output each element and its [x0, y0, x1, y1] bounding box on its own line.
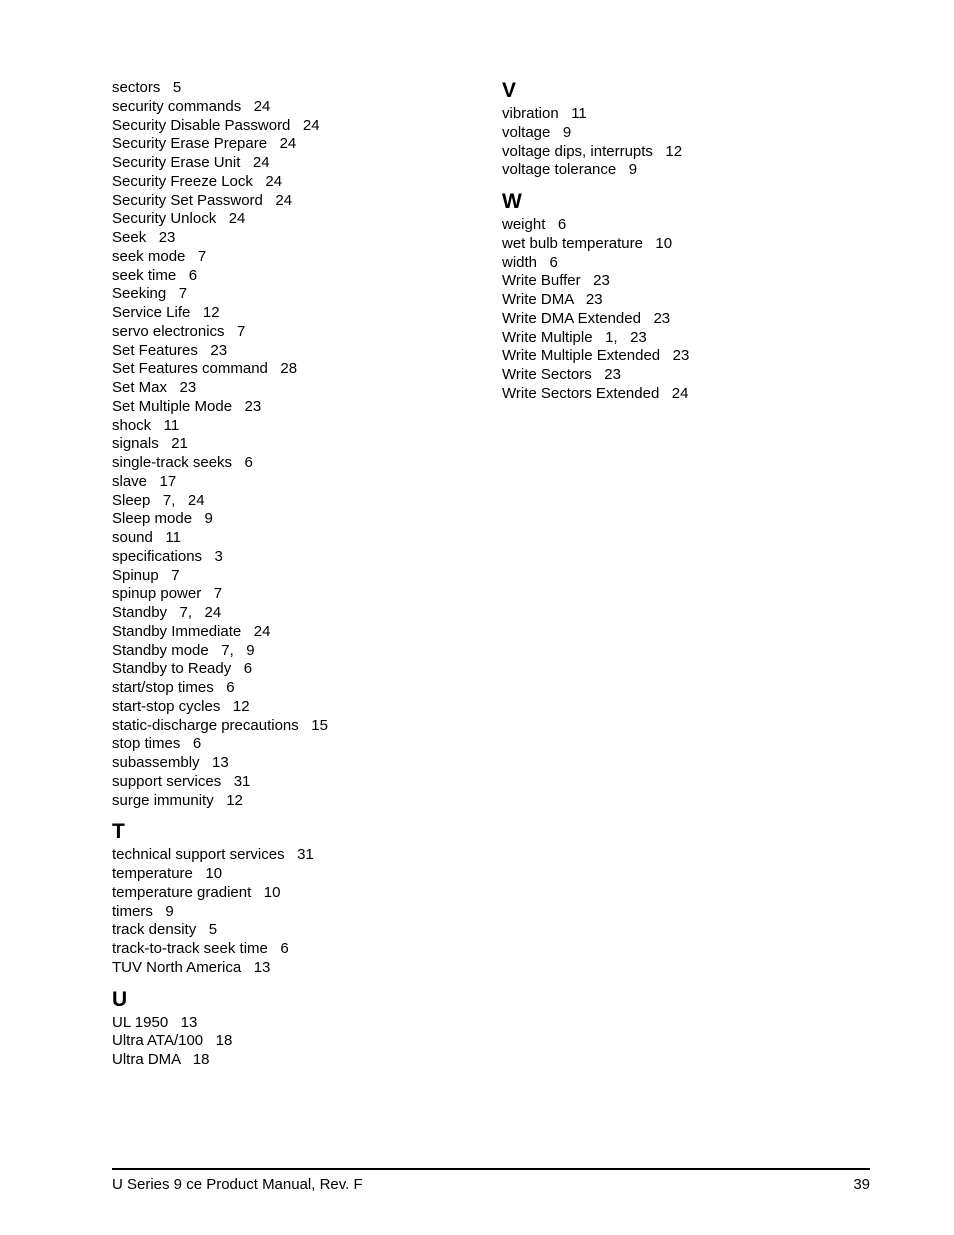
index-entry: vibration 11: [502, 105, 587, 122]
index-entry: Security Set Password 24: [112, 191, 293, 209]
footer-rule: [112, 1168, 870, 1170]
index-entry: shock 11: [112, 416, 180, 434]
index-entry: specifications 3: [112, 547, 223, 565]
index-entry: voltage dips, interrupts 12: [502, 142, 683, 160]
index-entry: Set Max 23: [112, 379, 197, 396]
index-entry: stop times 6: [112, 735, 202, 753]
index-entry: wet bulb temperature 10: [502, 234, 673, 252]
index-entry: Set Multiple Mode 23: [112, 397, 262, 415]
index-group-w: [502, 216, 882, 404]
index-entry: servo electronics 7: [112, 322, 246, 340]
index-entry: security commands 24: [112, 97, 271, 115]
index-entry: temperature gradient 10: [112, 883, 281, 901]
index-entry: weight 6: [502, 216, 567, 233]
index-entry: voltage tolerance 9: [502, 161, 638, 179]
index-entry: Write Sectors 23: [502, 366, 621, 383]
index-entry: Set Features 23: [112, 341, 228, 359]
index-entry: Standby mode 7, 9: [112, 641, 255, 659]
index-entry: track-to-track seek time 6: [112, 940, 289, 957]
index-entry: Security Erase Prepare 24: [112, 135, 297, 153]
index-heading-v: V: [502, 79, 517, 102]
index-group-u: [112, 1014, 472, 1070]
index-entry: sound 11: [112, 529, 181, 546]
index-group-v: [502, 105, 882, 180]
index-entry: voltage 9: [502, 123, 572, 141]
index-entry: Seeking 7: [112, 285, 188, 303]
index-entry: temperature 10: [112, 865, 223, 882]
index-entry: seek mode 7: [112, 247, 207, 265]
index-entry: Security Erase Unit 24: [112, 154, 270, 171]
index-entry: Write Buffer 23: [502, 272, 610, 290]
index-entry: Security Disable Password 24: [112, 116, 320, 134]
index-heading-w: W: [502, 190, 522, 213]
index-entry: track density 5: [112, 921, 218, 939]
index-entry: spinup power 7: [112, 585, 223, 603]
index-entry: Sleep mode 9: [112, 510, 213, 528]
index-entry: start/stop times 6: [112, 679, 235, 696]
index-entry: timers 9: [112, 902, 174, 920]
index-entry: Write Multiple 1, 23: [502, 328, 647, 346]
index-entry: Ultra ATA/100 18: [112, 1032, 233, 1050]
index-entry: seek time 6: [112, 266, 198, 284]
index-entry: subassembly 13: [112, 754, 229, 771]
index-entry: width 6: [502, 253, 558, 271]
index-entry: static-discharge precautions 15: [112, 716, 328, 734]
index-entry: signals 21: [112, 435, 188, 453]
index-entry: Ultra DMA 18: [112, 1051, 210, 1068]
index-entry: Security Unlock 24: [112, 210, 246, 228]
index-heading-u: U: [112, 987, 128, 1011]
index-group-t: [112, 846, 472, 977]
index-entry: Spinup 7: [112, 566, 180, 584]
index-entry: support services 31: [112, 772, 251, 790]
index-entry: UL 1950 13: [112, 1013, 198, 1031]
index-entry: Write DMA 23: [502, 291, 603, 308]
footer-title: U Series 9 ce Product Manual, Rev. F: [112, 1176, 363, 1193]
index-entry: Sleep 7, 24: [112, 491, 205, 509]
index-entry: Write DMA Extended 23: [502, 309, 671, 327]
index-group-s: [112, 79, 472, 810]
index-left-column: [112, 79, 472, 1070]
index-entry: Security Freeze Lock 24: [112, 172, 283, 190]
index-entry: Write Multiple Extended 23: [502, 347, 690, 365]
index-entry: Set Features command 28: [112, 360, 298, 378]
index-heading-t: T: [112, 820, 125, 844]
index-entry: Write Sectors Extended 24: [502, 384, 689, 402]
index-entry: Service Life 12: [112, 304, 220, 321]
index-right-column: [502, 79, 882, 404]
index-entry: slave 17: [112, 472, 177, 490]
index-entry: Standby Immediate 24: [112, 622, 271, 640]
index-entry: surge immunity 12: [112, 791, 243, 809]
index-entry: TUV North America 13: [112, 958, 271, 976]
index-entry: Standby to Ready 6: [112, 660, 253, 678]
page-number: 39: [853, 1176, 870, 1193]
index-entry: technical support services 31: [112, 846, 314, 864]
index-entry: Standby 7, 24: [112, 604, 222, 621]
index-entry: single-track seeks 6: [112, 454, 253, 471]
index-entry: start-stop cycles 12: [112, 697, 250, 715]
index-entry: Seek 23: [112, 229, 176, 246]
index-entry: sectors 5: [112, 79, 182, 96]
